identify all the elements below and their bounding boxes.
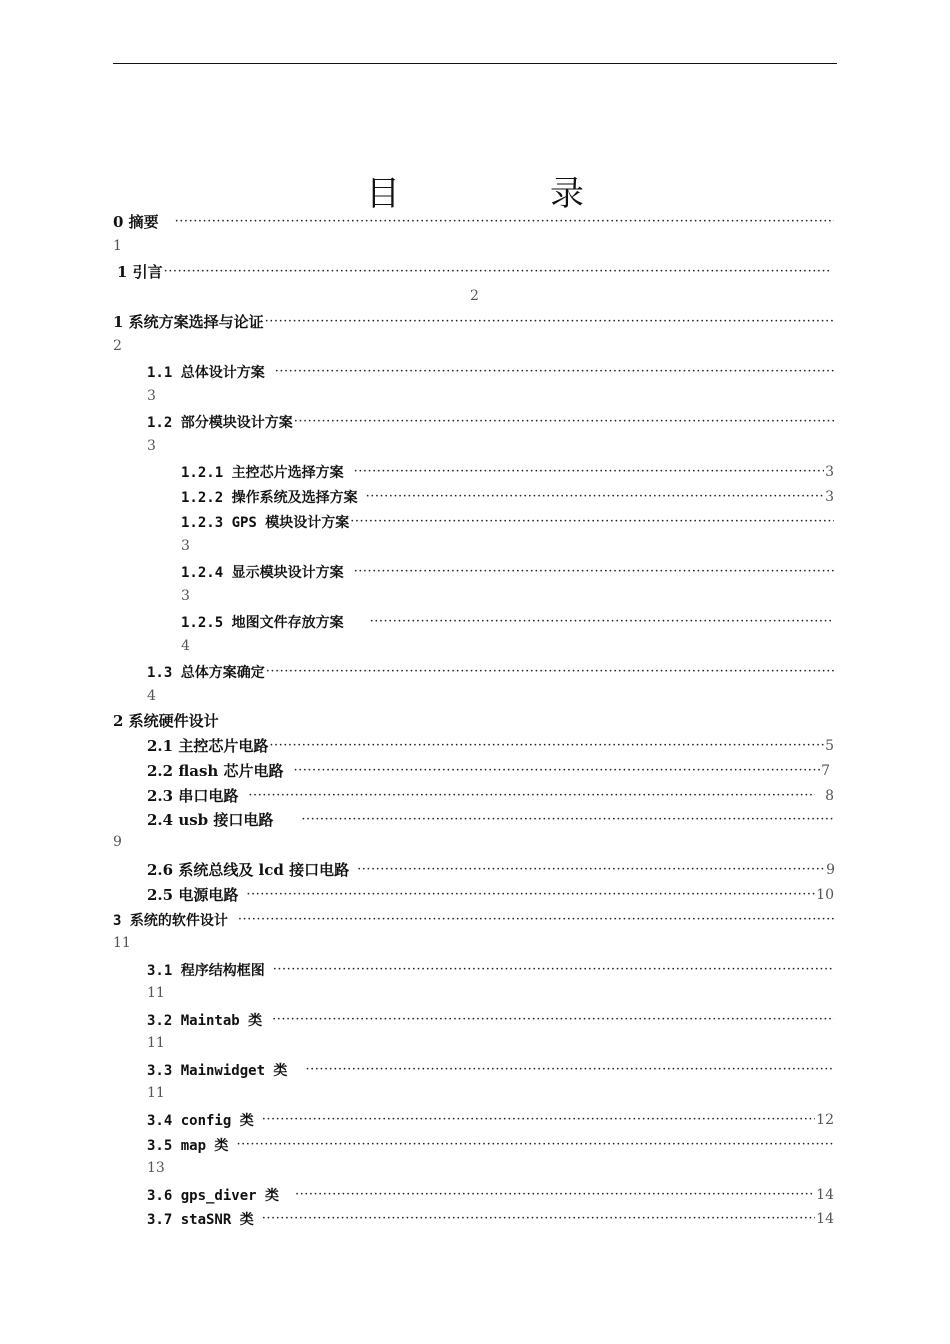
toc-page-number: 3: [147, 438, 156, 454]
toc-entry-label: 2.2 flash 芯片电路: [147, 762, 284, 780]
toc-entry-label: 1.2.2 操作系统及选择方案: [181, 489, 358, 506]
toc-entry[interactable]: [147, 1107, 834, 1132]
toc-leader: [301, 812, 834, 827]
toc-entry[interactable]: [181, 484, 834, 509]
toc-leader: [269, 738, 824, 753]
toc-entry-label: 2.4 usb 接口电路: [147, 811, 274, 829]
toc-page-number: 3: [825, 488, 834, 505]
toc-entry-label: 3.4 config 类: [147, 1112, 254, 1129]
toc-leader: [266, 664, 834, 679]
toc-entry-label: 3.1 程序结构框图: [147, 962, 265, 979]
toc-leader: [238, 912, 834, 927]
toc-page-number: 12: [816, 1111, 834, 1128]
toc-leader: [265, 314, 834, 329]
toc-page-number: 2: [470, 288, 479, 304]
toc-page-number: 3: [825, 463, 834, 480]
toc-page-number: 14: [816, 1186, 834, 1203]
toc-leader: [305, 1062, 834, 1077]
toc-entry[interactable]: [113, 907, 835, 932]
toc-entry-label: 0 摘要: [113, 213, 159, 231]
toc-page-number: 10: [816, 886, 834, 903]
toc-entry[interactable]: [147, 733, 834, 758]
toc-entry[interactable]: [147, 1007, 835, 1032]
toc-page-number: 3: [147, 388, 156, 404]
toc-leader: [354, 564, 834, 579]
toc-entry[interactable]: [147, 1132, 835, 1157]
toc-leader: [262, 1211, 815, 1226]
toc-entry-label: 3.2 Maintab 类: [147, 1012, 263, 1029]
toc-leader: [275, 364, 834, 379]
toc-entry-label: 2.1 主控芯片电路: [147, 737, 269, 755]
toc-leader: [246, 887, 815, 902]
toc-entry-label: 1.2.5 地图文件存放方案: [181, 614, 344, 631]
toc-entry-label: 2.5 电源电路: [147, 886, 239, 904]
toc-entry-label: 3 系统的软件设计: [113, 912, 228, 929]
toc-page-number: 2: [113, 338, 122, 354]
toc-entry[interactable]: [147, 359, 835, 384]
toc-entry-label: 1.2.1 主控芯片选择方案: [181, 464, 344, 481]
toc-entry[interactable]: [117, 259, 833, 284]
toc-entry[interactable]: [147, 659, 835, 684]
toc-page-number: 3: [181, 588, 190, 604]
toc-page-number: 11: [147, 985, 165, 1001]
toc-entry-label: 2.3 串口电路: [147, 787, 239, 805]
toc-entry[interactable]: [147, 783, 834, 808]
toc-leader: [248, 788, 815, 803]
toc-entry-label: 1.3 总体方案确定: [147, 664, 265, 681]
toc-entry[interactable]: [181, 459, 834, 484]
toc-entry-label: 3.6 gps_diver 类: [147, 1187, 280, 1204]
toc-entry[interactable]: [113, 708, 513, 733]
toc-entry[interactable]: [147, 1206, 834, 1231]
toc-entry-label: 1.2.3 GPS 模块设计方案: [181, 514, 350, 531]
toc-page-number: 4: [147, 688, 156, 704]
toc-leader: [366, 489, 825, 504]
toc-entry-label: 1.2.4 显示模块设计方案: [181, 564, 344, 581]
toc-leader: [354, 464, 825, 479]
toc-entry[interactable]: [147, 1057, 835, 1082]
toc-entry-label: 2.6 系统总线及 lcd 接口电路: [147, 861, 350, 879]
toc-page-number: 9: [826, 861, 835, 878]
toc-entry[interactable]: [113, 209, 835, 234]
toc-entry[interactable]: [181, 609, 835, 634]
toc-page-number: 3: [181, 538, 190, 554]
toc-entry-label: 1.2 部分模块设计方案: [147, 414, 293, 431]
toc-entry[interactable]: [147, 957, 835, 982]
toc-page-number: 13: [147, 1160, 165, 1176]
toc-page-number: 7: [821, 762, 830, 779]
toc-page-number: 9: [113, 834, 122, 850]
toc-leader: [357, 862, 825, 877]
toc-page-number: 1: [113, 238, 122, 254]
toc-leader: [272, 1012, 834, 1027]
toc-entry-label: 1.1 总体设计方案: [147, 364, 265, 381]
toc-leader: [294, 763, 821, 778]
toc-entry[interactable]: [147, 409, 835, 434]
toc-leader: [164, 264, 832, 279]
toc-entry-label: 3.3 Mainwidget 类: [147, 1062, 288, 1079]
toc-leader: [236, 1137, 834, 1152]
toc-entry-label: 2 系统硬件设计: [113, 712, 219, 730]
toc-entry[interactable]: [147, 807, 835, 832]
toc-page-number: 14: [816, 1210, 834, 1227]
toc-entry-label: 1 系统方案选择与论证: [113, 313, 264, 331]
toc-entry-label: 3.5 map 类: [147, 1137, 229, 1154]
toc-leader: [370, 614, 834, 629]
toc-entry[interactable]: [147, 882, 834, 907]
toc-entry[interactable]: [181, 509, 835, 534]
toc-page-number: 11: [147, 1085, 165, 1101]
toc-page-number: 4: [181, 638, 190, 654]
toc-page-number: 5: [825, 737, 834, 754]
toc-entry[interactable]: [113, 309, 835, 334]
toc-leader: [294, 414, 834, 429]
toc-entry-label: 1 引言: [117, 263, 163, 281]
toc-entry[interactable]: [147, 857, 835, 882]
toc-leader: [273, 962, 834, 977]
toc-entry-label: 3.7 staSNR 类: [147, 1211, 254, 1228]
toc-page-number: 8: [825, 787, 834, 804]
toc-entry[interactable]: [147, 758, 830, 783]
toc-page-number: 11: [147, 1035, 165, 1051]
toc-leader: [262, 1112, 815, 1127]
toc-entry[interactable]: [181, 559, 835, 584]
toc-leader: [350, 514, 834, 529]
page-title: 目 录: [366, 174, 642, 214]
toc-leader: [295, 1187, 815, 1202]
toc-page-number: 11: [113, 935, 131, 951]
toc-entry[interactable]: [147, 1182, 834, 1207]
toc-leader: [175, 214, 834, 229]
